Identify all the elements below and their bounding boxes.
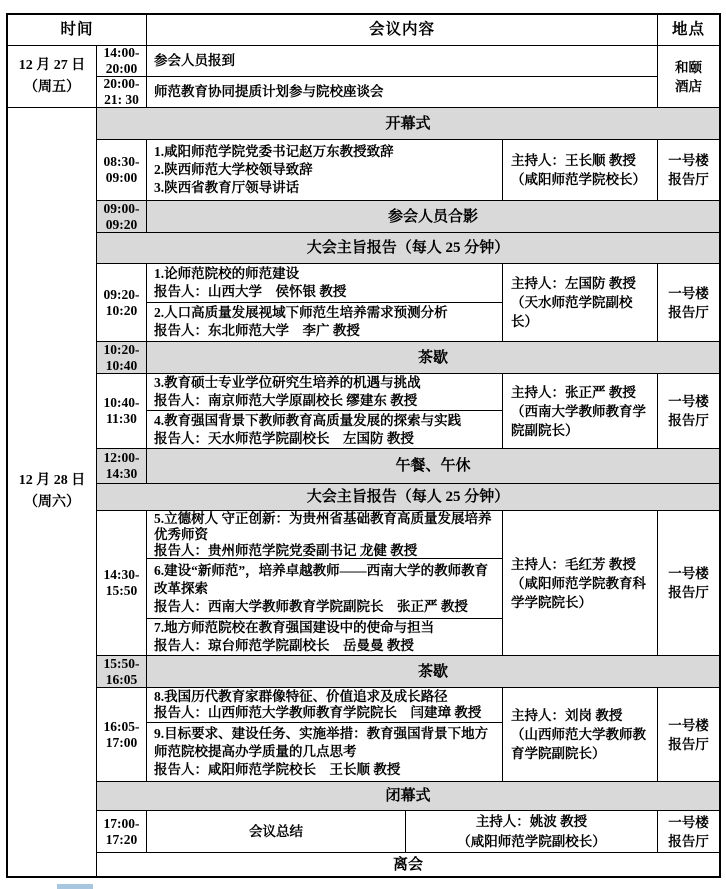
time-keynote-12: [96, 263, 146, 341]
header-content: [146, 15, 657, 45]
time-photo: [96, 200, 146, 232]
content-text: 师范教育协同提质计划参与院校座谈会: [154, 84, 384, 99]
host-keynote-567: [502, 510, 657, 655]
cut-off-element-fragment: [57, 884, 93, 889]
time-line: 10:40-: [103, 395, 140, 410]
talk-speaker: 报告人：山西师范大学教师教育学院院长 闫建璋 教授: [154, 705, 482, 720]
talk-title: 3.教育硕士专业学位研究生培养的机遇与挑战: [154, 375, 421, 390]
time-line: 08:30-: [103, 154, 140, 169]
location-line: 报告厅: [668, 413, 709, 428]
location-hotel: [657, 45, 719, 107]
content-text: 会议总结: [249, 823, 303, 839]
content-opening: [146, 139, 502, 200]
band-label: 大会主旨报告（每人 25 分钟）: [306, 240, 510, 256]
time-lunch: [96, 448, 146, 483]
content-keynote-6: [146, 558, 502, 618]
host-line: 主持人：刘岗 教授: [511, 708, 623, 723]
date-day1-week: （周五）: [24, 79, 80, 95]
talk-speaker: 报告人：贵州师范学院党委副书记 龙健 教授: [154, 542, 418, 558]
host-line: 主持人：左国防 教授: [511, 276, 636, 291]
content-text: 参会人员报到: [154, 53, 235, 68]
header-location: [657, 15, 719, 45]
header-time: [8, 15, 146, 45]
date-day1-text: 12 月 27 日: [18, 57, 86, 73]
departure-label: 离会: [392, 856, 423, 873]
location-line: 一号楼: [668, 717, 709, 733]
band-label: 开幕式: [385, 115, 431, 132]
talk-title: 2.人口高质量发展视域下师范生培养需求预测分析: [154, 305, 448, 320]
content-keynote-7: [146, 618, 502, 655]
talk-title: 1.论师范院校的师范建设: [154, 266, 300, 281]
time-tea-2: [96, 655, 146, 687]
talk-speaker: 报告人：西南大学教师教育学院副院长 张正严 教授: [154, 598, 468, 614]
band-label: 午餐、午休: [395, 458, 471, 474]
date-day1: [8, 45, 96, 107]
time-line: 09:00-: [103, 200, 140, 216]
location-keynote-89: [657, 687, 719, 781]
host-line: 主持人：张正严 教授: [511, 384, 636, 400]
time-line: 09:20-: [103, 286, 140, 302]
location-line: 酒店: [675, 78, 702, 94]
time-line: 09:20: [105, 216, 138, 232]
time-line: 15:50: [105, 583, 138, 598]
content-line: 1.咸阳师范学院党委书记赵万东教授致辞: [154, 144, 394, 159]
time-line: 20:00-: [103, 76, 140, 91]
time-line: 10:20-: [103, 341, 140, 357]
time-keynote-34: [96, 373, 146, 448]
time-summary: [96, 810, 146, 852]
location-line: 报告厅: [668, 585, 709, 600]
host-line: （天水师范学院副校长）: [511, 295, 633, 329]
date-day2-text: 12 月 28 日: [18, 473, 86, 488]
location-line: 报告厅: [668, 736, 709, 752]
band-group-photo: [146, 200, 719, 232]
row-departure: [96, 852, 719, 876]
host-line: （西南大学教师教育学院副院长）: [511, 403, 646, 438]
content-keynote-8: [146, 687, 502, 722]
location-line: 一号楼: [668, 394, 709, 409]
band-label: 闭幕式: [385, 788, 431, 804]
time-line: 17:00-: [103, 815, 140, 831]
time-keynote-89: [96, 687, 146, 781]
talk-title: 7.地方师范院校在教育强国建设中的使命与担当: [154, 620, 435, 635]
host-line: 主持人：王长顺 教授: [511, 153, 636, 168]
time-line: 16:05-: [103, 718, 140, 734]
talk-speaker: 报告人：南京师范大学原副校长 缪建东 教授: [154, 393, 418, 408]
host-keynote-34: [502, 373, 657, 448]
date-day2: [8, 107, 96, 876]
content-line: 2.陕西师范大学校领导致辞: [154, 162, 313, 177]
host-opening: [502, 139, 657, 200]
time-line: 09:00: [105, 170, 138, 185]
talk-speaker: 报告人：琼台师范学院副校长 岳曼曼 教授: [154, 638, 414, 653]
time-line: 20:00: [105, 61, 138, 76]
band-lunch: [146, 448, 719, 483]
talk-title: 5.立德树人 守正创新：为贵州省基础教育高质量发展培养优秀师资: [154, 510, 492, 542]
host-keynote-12: [502, 263, 657, 341]
talk-title: 6.建设“新师范”，培养卓越教师——西南大学的教师教育改革探索: [154, 562, 489, 596]
location-line: 和颐: [675, 59, 702, 75]
band-keynote-1: [96, 232, 719, 263]
talk-speaker: 报告人：东北师范大学 李广 教授: [154, 323, 360, 338]
location-summary: [657, 810, 719, 852]
band-label: 参会人员合影: [387, 208, 478, 225]
talk-speaker: 报告人：咸阳师范学院校长 王长顺 教授: [154, 762, 401, 777]
content-keynote-2: [146, 302, 502, 341]
talk-title: 4.教育强国背景下教师教育高质量发展的探索与实践: [154, 412, 462, 428]
location-line: 一号楼: [668, 814, 709, 830]
location-keynote-34: [657, 373, 719, 448]
time-registration: [96, 45, 146, 76]
band-keynote-2: [96, 483, 719, 510]
talk-title: 8.我国历代教育家群像特征、价值追求及成长路径: [154, 689, 448, 704]
band-label: 茶歇: [417, 663, 448, 680]
host-line: （咸阳师范学院校长）: [511, 172, 646, 187]
time-line: 15:50-: [103, 655, 140, 671]
time-line: 17:00: [105, 734, 138, 750]
band-opening-ceremony: [96, 107, 719, 139]
location-line: 一号楼: [668, 566, 709, 581]
time-forum: [96, 76, 146, 107]
header-content-label: 会议内容: [368, 21, 435, 38]
time-line: 14:00-: [103, 45, 140, 60]
content-keynote-5: [146, 510, 502, 558]
band-tea-2: [146, 655, 719, 687]
location-line: 报告厅: [668, 304, 709, 320]
talk-speaker: 报告人：天水师范学院副校长 左国防 教授: [154, 430, 414, 446]
header-time-label: 时间: [60, 21, 94, 38]
time-opening: [96, 139, 146, 200]
host-line: （山西师范大学教师教育学院副院长）: [511, 727, 646, 761]
host-line: 主持人：姚波 教授: [475, 813, 588, 829]
band-label: 茶歇: [417, 349, 448, 366]
host-keynote-89: [502, 687, 657, 781]
band-closing-ceremony: [96, 781, 719, 810]
time-line: 10:40: [105, 357, 138, 373]
time-keynote-567: [96, 510, 146, 655]
content-keynote-4: [146, 410, 502, 448]
location-keynote-12: [657, 263, 719, 341]
header-location-label: 地点: [671, 21, 705, 38]
content-line: 3.陕西省教育厅领导讲话: [154, 180, 300, 195]
talk-title: 9.目标要求、建设任务、实施举措：教育强国背景下地方师范院校提高办学质量的几点思考: [154, 726, 489, 759]
talk-speaker: 报告人：山西大学 侯怀银 教授: [154, 284, 347, 299]
location-opening: [657, 139, 719, 200]
time-line: 21: 30: [104, 92, 139, 107]
time-line: 10:20: [105, 302, 138, 318]
host-line: 主持人：毛红芳 教授: [511, 556, 636, 572]
schedule-table: [6, 13, 721, 878]
host-summary: [405, 810, 657, 852]
time-line: 11:30: [106, 411, 137, 426]
content-registration: [146, 45, 657, 76]
location-line: 报告厅: [668, 172, 709, 187]
time-line: 17:20: [105, 831, 138, 847]
content-forum: [146, 76, 657, 107]
time-line: 12:00-: [103, 450, 140, 465]
time-tea-1: [96, 341, 146, 373]
band-tea-1: [146, 341, 719, 373]
time-line: 14:30: [105, 466, 138, 481]
content-summary: [146, 810, 405, 852]
host-line: （咸阳师范学院教育科学学院院长）: [511, 575, 646, 610]
content-keynote-9: [146, 722, 502, 781]
location-keynote-567: [657, 510, 719, 655]
location-line: 报告厅: [668, 833, 709, 849]
location-line: 一号楼: [668, 285, 709, 301]
location-line: 一号楼: [668, 153, 709, 168]
content-keynote-3: [146, 373, 502, 410]
content-keynote-1: [146, 263, 502, 302]
band-label: 大会主旨报告（每人 25 分钟）: [306, 489, 510, 505]
time-line: 14:30-: [103, 567, 140, 582]
host-line: （咸阳师范学院副校长）: [457, 833, 606, 849]
date-day2-week: （周六）: [24, 495, 80, 510]
time-line: 16:05: [105, 671, 138, 687]
